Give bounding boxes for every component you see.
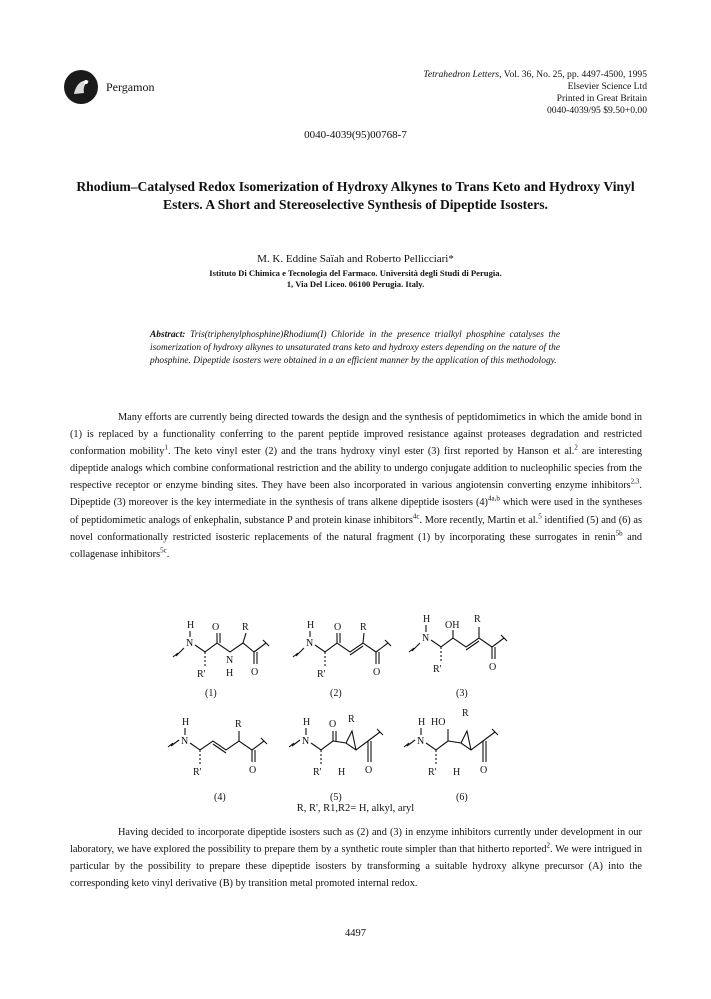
ref-sup: 2,3 [630,477,640,486]
atom-label: R' [313,767,322,778]
atom-label: H [418,717,426,728]
atom-label: H [182,717,190,728]
structure-2 [293,620,391,680]
atom-label: N [417,736,425,747]
journal-volume: , Vol. 36, No. 25, pp. 4497-4500, 1995 [499,69,647,80]
atom-label: R' [193,767,202,778]
journal-issn: 0040-4039/95 $9.50+0.00 [546,105,647,116]
atom-label: R [242,622,249,633]
atom-label: H [187,620,195,631]
atom-label: N [306,638,314,649]
ref-sup: 4c [412,512,420,521]
p1-text-a: Many efforts are currently being directed towards the design and the synthesis of peptidomimetics in which the amide bond in (1) is replaced by a functionality conferring to the parent peptide improved resistance against proteases degradation and restricted conformation mobility [70,412,642,458]
atom-label: OH [445,620,460,631]
atom-label: O [249,765,257,776]
structure-4 [168,717,267,778]
atom-label: O [334,622,342,633]
atom-label: R' [433,664,442,675]
compound-label-1: (1) [205,688,217,699]
affiliation-line-1: Istituto Di Chimica e Tecnologia del Farmaco. Università degli Studi di Perugia. [209,268,502,278]
atom-label: O [365,765,373,776]
atom-label: O [373,667,381,678]
compound-label-4: (4) [214,792,226,803]
atom-label: HO [431,717,446,728]
ref-sup: 5b [615,529,623,538]
p1-text-f: . More recently, Martin et al. [419,514,539,526]
paper-title: Rhodium–Catalysed Redox Isomerization of Hydroxy Alkynes to Trans Keto and Hydroxy Vinyl Esters. A Short and Stereoselective Synthesis of Dipeptide Isosters. [76,179,635,212]
structure-1 [173,620,269,680]
structure-6 [404,708,498,778]
paragraph-2 [70,824,642,892]
ref-sup: 2 [546,841,551,850]
journal-publisher: Elsevier Science Ltd [567,81,647,92]
ref-sup: 2 [574,443,578,452]
atom-label: O [212,622,220,633]
atom-label: O [489,662,497,673]
atom-label: H [453,767,461,778]
substituent-note: R, R', R1,R2= H, alkyl, aryl [296,803,415,814]
atom-label: R [360,622,367,633]
ref-sup: 1 [164,443,168,452]
atom-label: H [307,620,315,631]
atom-label: O [329,719,337,730]
compound-label-2: (2) [330,688,342,699]
p1-text-b: . The keto vinyl ester (2) and the trans hydroxy vinyl ester (3) first reported by Hanson et al. [167,446,575,458]
atom-label: R' [428,767,437,778]
journal-title: Tetrahedron Letters [423,69,500,80]
compound-label-3: (3) [456,688,468,699]
p1-text-i: . [166,548,170,560]
atom-label: H [303,717,311,728]
publisher-name: Pergamon [106,80,155,94]
ref-sup: 5c [160,546,167,555]
affiliation-line-2: 1, Via Del Liceo. 06100 Perugia. Italy. [286,279,425,289]
atom-label: R [462,708,469,719]
structure-3 [409,614,507,675]
atom-label: H [226,668,234,679]
atom-label: R [474,614,481,625]
p2-text-b: . We were intrigued in particular by the possibility to prepare these dipeptide isosters by transforming a suitable hydroxy alkyne precursor (A) into the corresponding keto vinyl derivative (B) by transition metal promoted internal redox. [70,844,642,890]
atom-label: H [338,767,346,778]
structure-5 [289,714,383,778]
atom-label: R' [317,669,326,680]
page-number: 4497 [345,928,366,939]
p1-text-d: . Dipeptide (3) moreover is the key intermediate in the synthesis of trans alkene dipeptide isosters (4) [70,480,642,509]
doi: 0040-4039(95)00768-7 [304,129,407,141]
ref-sup: 5 [538,512,542,521]
compound-label-6: (6) [456,792,468,803]
abstract-label: Abstract: [150,330,186,340]
ref-sup: 4a,b [487,495,500,504]
atom-label: O [480,765,488,776]
atom-label: N [422,633,430,644]
atom-label: N [186,638,194,649]
atom-label: O [251,667,259,678]
atom-label: N [302,736,310,747]
p1-text-c: are interesting dipeptide analogs which combine conformational restriction and the ability to undergo conjugate addition to nucleophilic species from the respective receptor or enzyme binding sites. They have been also incorporated in various angiotensin converting enzyme inhibitors [70,446,642,492]
authors: M. K. Eddine Saïah and Roberto Pellicciari* [257,253,454,265]
p1-text-h: and collagenase inhibitors [70,531,642,560]
atom-label: H [423,614,431,625]
atom-label: R [235,719,242,730]
compound-label-5: (5) [330,792,342,803]
p1-text-g: identified (5) and (6) as novel conformationally restricted isosteric replacements of the natural fragment (1) by incorporating these surrogates in renin [70,514,642,543]
p1-text-e: which were used in the syntheses of peptidomimetic analogs of enkephalin, substance P and protein kinase inhibitors [70,497,642,526]
abstract-text: Tris(triphenylphosphine)Rhodium(I) Chloride in the presence trialkyl phosphine catalyses the isomerization of hydroxy alkynes to unsaturated trans keto and hydroxy esters depending on the nature of the phosphine. Dipeptide isosters were obtained in a an efficient manner by the application of this methodology. [150,330,560,366]
atom-label: N [226,655,234,666]
atom-label: R' [197,669,206,680]
journal-printed: Printed in Great Britain [556,93,647,104]
p2-text-a: Having decided to incorporate dipeptide isosters such as (2) and (3) in enzyme inhibitors currently under development in our laboratory, we have explored the possibility to prepare them by a synthetic route simpler than that hitherto reported [70,827,642,856]
atom-label: N [181,736,189,747]
atom-label: R [348,714,355,725]
